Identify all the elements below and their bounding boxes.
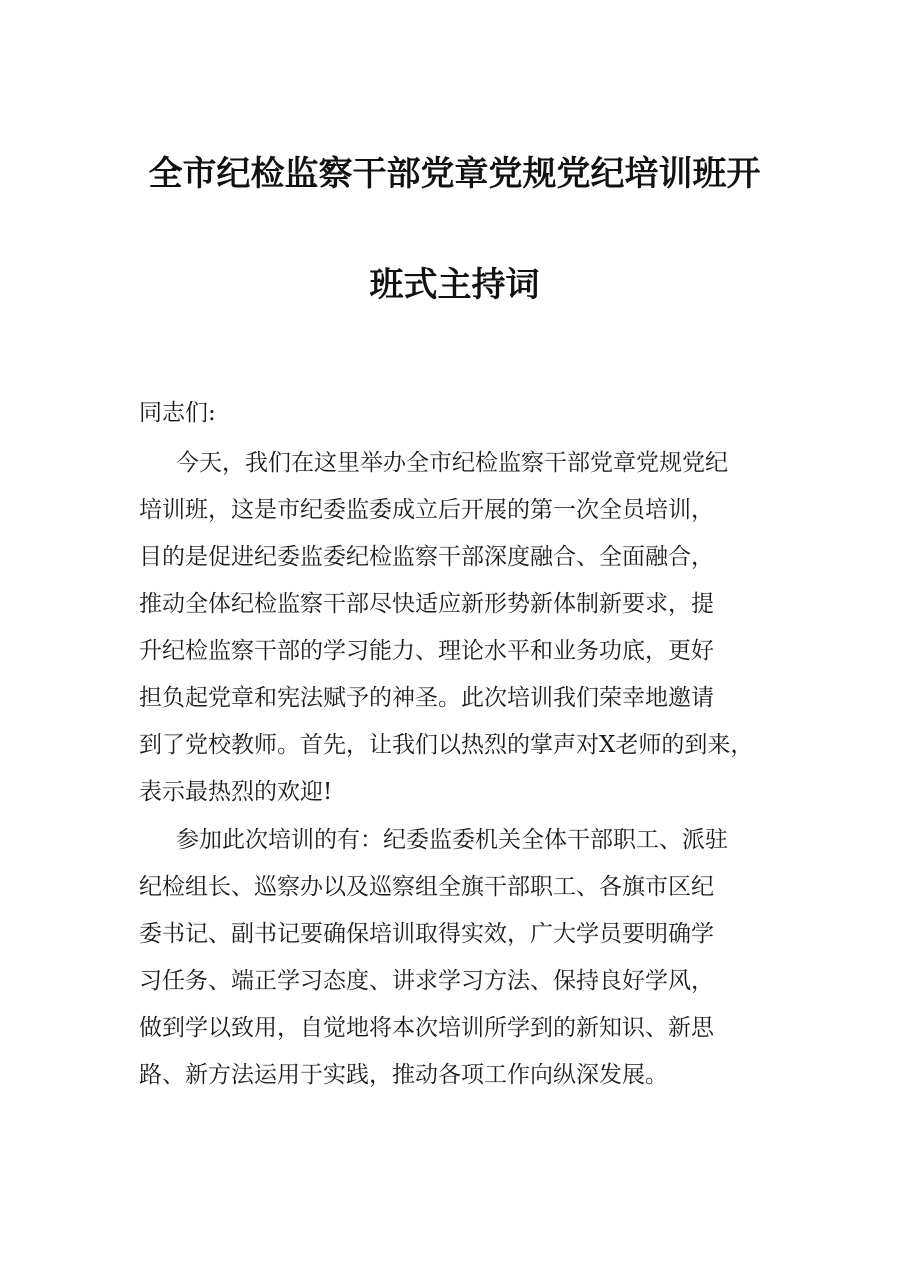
salutation: 同志们: <box>139 400 216 426</box>
paragraph-1 <box>139 440 779 816</box>
paragraph-1-line: 升纪检监察干部的学习能力、理论水平和业务功底，更好 <box>139 638 714 664</box>
paragraph-2-line: 路、新方法运用于实践，推动各项工作向纵深发展。 <box>139 1062 668 1088</box>
paragraph-2 <box>139 817 779 1099</box>
paragraph-1-line: 今天，我们在这里举办全市纪检监察干部党章党规党纪 <box>176 450 728 476</box>
paragraph-1-line: 推动全体纪检监察干部尽快适应新形势新体制新要求，提 <box>139 591 714 617</box>
paragraph-2-line: 习任务、端正学习态度、讲求学习方法、保持良好学风， <box>139 968 714 994</box>
document-title-line-2: 班式主持词 <box>369 265 540 305</box>
paragraph-1-line: 到了党校教师。首先，让我们以热烈的掌声对X老师的到来， <box>139 732 754 758</box>
paragraph-2-line: 纪检组长、巡察办以及巡察组全旗干部职工、各旗市区纪 <box>139 874 714 900</box>
paragraph-1-line: 培训班，这是市纪委监委成立后开展的第一次全员培训， <box>139 497 714 523</box>
paragraph-1-line: 目的是促进纪委监委纪检监察干部深度融合、全面融合， <box>139 544 714 570</box>
paragraph-1-line: 表示最热烈的欢迎! <box>139 779 333 805</box>
document-title-line-1: 全市纪检监察干部党章党规党纪培训班开 <box>148 154 761 194</box>
paragraph-2-line: 委书记、副书记要确保培训取得实效，广大学员要明确学 <box>139 921 714 947</box>
paragraph-2-line: 做到学以致用，自觉地将本次培训所学到的新知识、新思 <box>139 1015 714 1041</box>
paragraph-1-line: 担负起党章和宪法赋予的神圣。此次培训我们荣幸地邀请 <box>139 685 714 711</box>
paragraph-2-line: 参加此次培训的有：纪委监委机关全体干部职工、派驻 <box>176 827 728 853</box>
